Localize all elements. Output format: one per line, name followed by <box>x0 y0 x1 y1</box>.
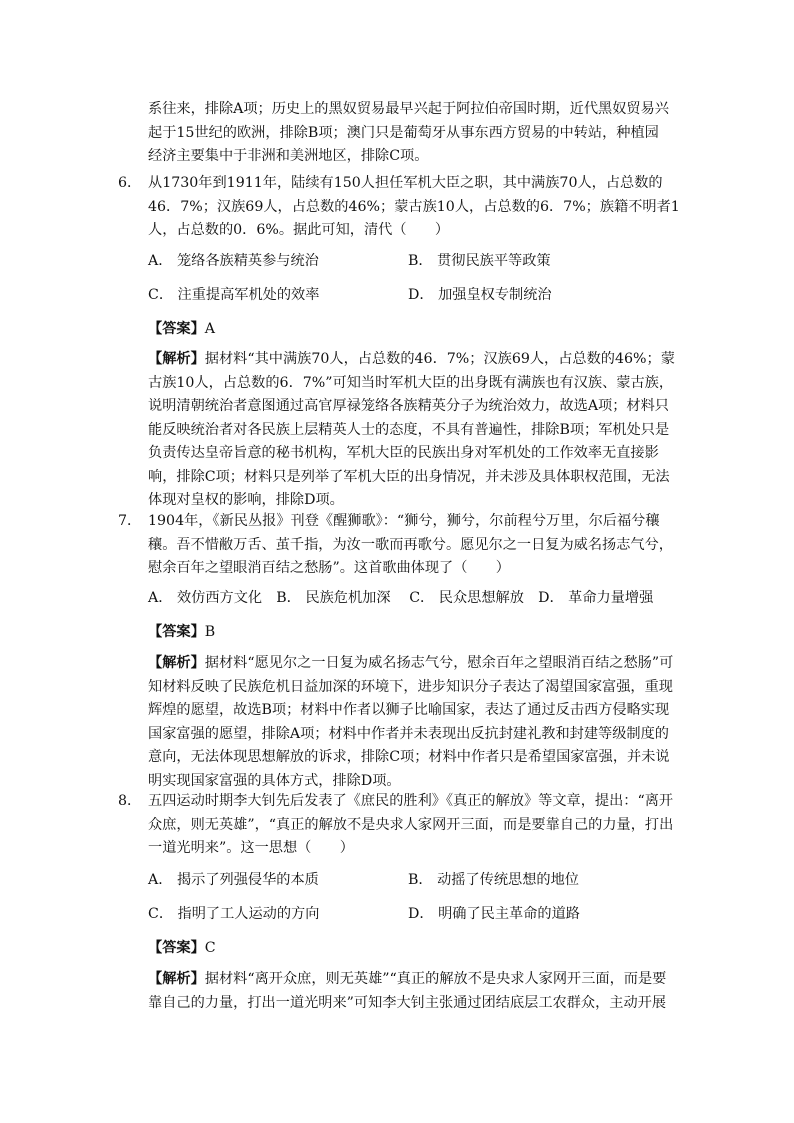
question-number: 7． <box>118 513 142 529</box>
q8-option-a: A． 揭示了列强侵华的本质 <box>148 872 319 888</box>
q7-answer <box>148 621 215 641</box>
analysis-label: 【解析】 <box>148 971 205 987</box>
answer-value: A <box>204 321 216 337</box>
q8-stem <box>148 790 674 861</box>
text-line: 明实现国家富强的具体方式，排除D项。 <box>148 772 401 789</box>
text-line: 46．7%；汉族69人，占总数的46%；蒙古族10人，占总数的6．7%；族籍不明者1 <box>148 198 680 215</box>
text-line: 【解析】据材料“其中满族70人，占总数的46．7%；汉族69人，占总数的46%；蒙 <box>148 351 675 367</box>
text-line: 人，占总数的0．6%。据此可知，清代（ ） <box>148 222 450 238</box>
text-line: 一道光明来”。这一思想（ ） <box>148 840 354 856</box>
text-line: 能反映统治者对各民族上层精英人士的态度，不具有普遍性，排除B项；军机处只是 <box>148 421 670 438</box>
question-number: 6． <box>118 175 142 191</box>
text-line: 辉煌的愿望，故选B项；材料中作者以狮子比喻国家，表达了通过反击西方侵略实现 <box>148 702 670 718</box>
q6-option-a: A． 笼络各族精英参与统治 <box>148 253 319 269</box>
q6-answer <box>148 318 215 338</box>
q6-option-d: D． 加强皇权专制统治 <box>408 287 552 303</box>
text-line: 经济主要集中于非洲和美洲地区，排除C项。 <box>148 148 429 164</box>
q8-analysis <box>148 968 670 1015</box>
text-line: 说明清朝统治者意图通过高官厚禄笼络各族精英分子为统治效力，故选A项；材料只 <box>148 398 669 414</box>
text-line: 意向，无法体现思想解放的诉求，排除C项；材料中作者只是希望国家富强，并未说 <box>148 749 670 765</box>
answer-value: C <box>204 940 216 956</box>
answer-label: 【答案】 <box>148 321 205 337</box>
q5-analysis-continued <box>148 98 670 169</box>
q7-analysis <box>148 652 674 793</box>
q6-option-b: B． 贯彻民族平等政策 <box>408 253 551 269</box>
q8-option-d: D． 明确了民主革命的道路 <box>408 906 580 922</box>
q7-options: A． 效仿西方文化 B． 民族危机加深 C． 民众思想解放 D． 革命力量增强 <box>148 590 654 606</box>
q8-option-b: B． 动摇了传统思想的地位 <box>408 872 579 888</box>
text-line: 【解析】据材料“愿见尔之一日复为威名扬志气兮，慰余百年之望眼消百结之愁肠”可 <box>148 655 674 671</box>
text-line: 众庶，则无英雄”，“真正的解放不是央求人家网开三面，而是要靠自己的力量，打出 <box>148 816 674 833</box>
text-line: 慰余百年之望眼消百结之愁肠”。这首歌曲体现了（ ） <box>148 560 510 576</box>
text-line: 靠自己的力量，打出一道光明来”可知李大钊主张通过团结底层工农群众，主动开展 <box>148 994 667 1011</box>
q6-option-c: C． 注重提高军机处的效率 <box>148 287 320 303</box>
analysis-label: 【解析】 <box>148 655 205 671</box>
text-line: 1904年，《新民丛报》刊登《醒狮歌》：“狮兮，狮兮，尔前程兮万里，尔后福兮穰 <box>148 513 660 529</box>
q8-answer <box>148 937 216 957</box>
text-line: 五四运动时期李大钊先后发表了《庶民的胜利》《真正的解放》等文章，提出：“离开 <box>148 793 674 809</box>
text-line: 系往来，排除A项；历史上的黑奴贸易最早兴起于阿拉伯帝国时期，近代黑奴贸易兴 <box>148 101 669 117</box>
question-number: 8． <box>118 793 142 809</box>
analysis-label: 【解析】 <box>148 351 205 367</box>
text-line: 响，排除C项；材料只是列举了军机大臣的出身情况，并未涉及具体职权范围，无法 <box>148 468 670 485</box>
text-line: 知材料反映了民族危机日益加深的环境下，进步知识分子表达了渴望国家富强，重现 <box>148 678 673 695</box>
text-line: 起于15世纪的欧洲，排除B项；澳门只是葡萄牙从事东西方贸易的中转站，种植园 <box>148 124 659 141</box>
answer-label: 【答案】 <box>148 940 205 956</box>
text-line: 古族10人，占总数的6．7%”可知当时军机大臣的出身既有满族也有汉族、蒙古族， <box>148 374 674 391</box>
text-line: 国家富强的愿望，排除A项；材料中作者并未表现出反抗封建礼教和封建等级制度的 <box>148 725 669 742</box>
text-line: 【解析】据材料“离开众庶，则无英雄”“真正的解放不是央求人家网开三面，而是要 <box>148 971 667 987</box>
text-line: 穰。吾不惜敝万舌、茧千指，为汝一歌而再歌兮。愿见尔之一日复为威名扬志气兮， <box>148 536 673 553</box>
q6-stem <box>148 172 680 243</box>
text-line: 从1730年到1911年，陆续有150人担任军机大臣之职，其中满族70人，占总数的 <box>148 175 663 191</box>
q6-analysis <box>148 348 675 513</box>
answer-label: 【答案】 <box>148 624 205 640</box>
q8-option-c: C． 指明了工人运动的方向 <box>148 906 320 922</box>
text-line: 负责传达皇帝旨意的秘书机构，军机大臣的民族出身对军机处的工作效率无直接影 <box>148 445 659 461</box>
q7-stem <box>148 510 673 581</box>
answer-value: B <box>204 624 216 640</box>
text-line: 体现对皇权的影响，排除D项。 <box>148 492 344 508</box>
